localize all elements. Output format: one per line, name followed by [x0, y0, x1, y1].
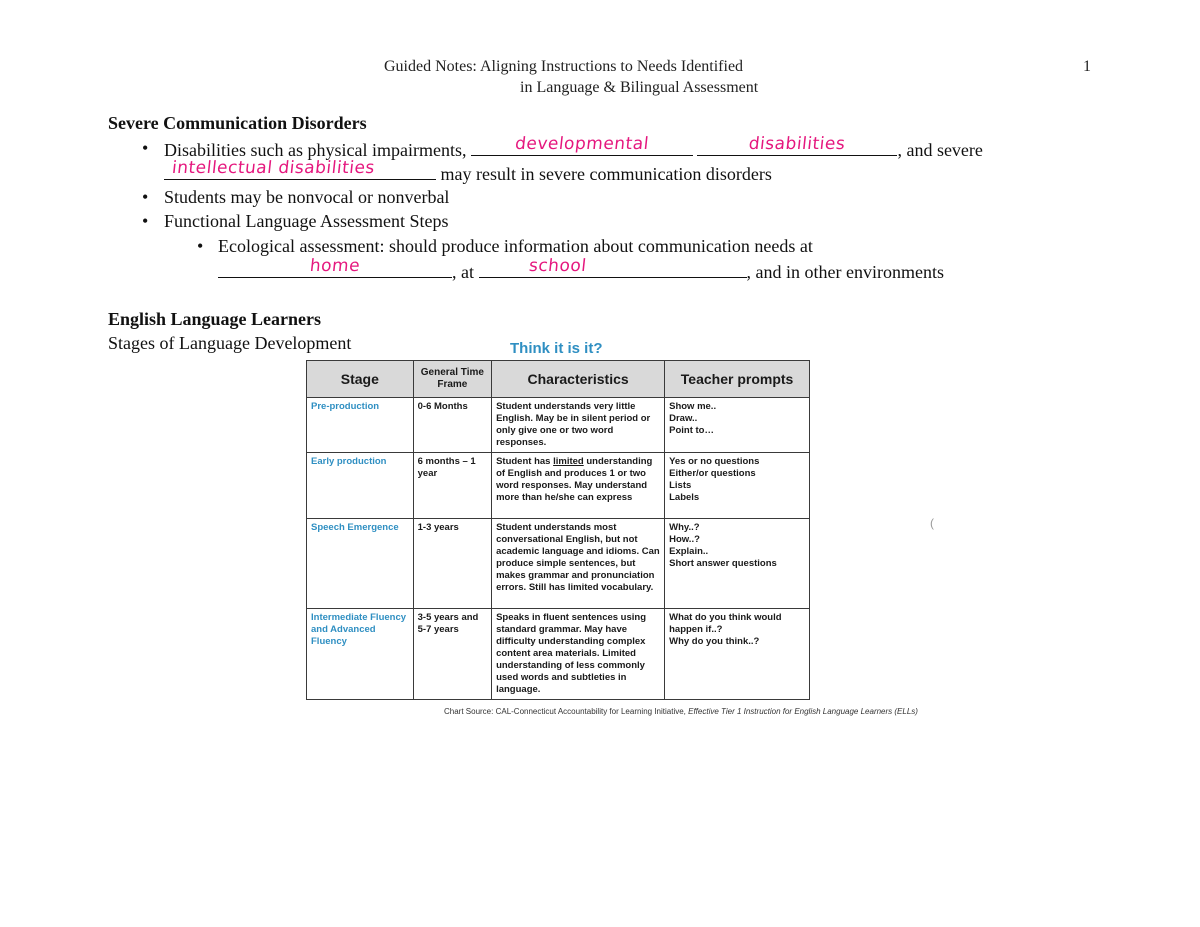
prompt-item: Point to…: [669, 425, 714, 436]
bullet-marker: •: [142, 211, 149, 231]
prompt-item: Why do you think..?: [669, 636, 760, 647]
prompts-cell: [665, 609, 810, 700]
stage-cell: Pre-production: [307, 398, 414, 453]
handwritten-answer: home: [308, 256, 362, 276]
time-frame-cell: 0-6 Months: [413, 398, 491, 453]
stages-table: [306, 360, 810, 700]
bullet-nonvocal: Students may be nonvocal or nonverbal: [164, 187, 450, 207]
sub-bullet-marker: •: [197, 236, 204, 256]
bullet-text: , at: [452, 262, 479, 282]
prompt-item: How..?: [669, 534, 700, 545]
section-heading-ell: English Language Learners: [108, 309, 322, 329]
bullet-text: Disabilities such as physical impairments,: [164, 140, 471, 160]
bullet-marker: •: [142, 187, 149, 207]
table-row: [307, 519, 810, 609]
column-header-time-frame: General Time Frame: [413, 361, 491, 398]
column-header-stage: Stage: [307, 361, 414, 398]
time-frame-cell: 6 months – 1 year: [413, 453, 491, 519]
stage-cell: Intermediate Fluency and Advanced Fluency: [307, 609, 414, 700]
fill-blank: [218, 256, 452, 278]
page-number: 1: [1083, 58, 1091, 75]
bullet-text: , and in other environments: [746, 262, 944, 282]
handwritten-answer: disabilities: [748, 134, 847, 154]
section-subheading-stages: Stages of Language Development: [108, 333, 352, 353]
bullet-text: may result in severe communication disorders: [436, 164, 772, 184]
header-title-line2: in Language & Bilingual Assessment: [520, 79, 759, 96]
handwritten-answer: school: [527, 256, 588, 276]
column-header-teacher-prompts: Teacher prompts: [665, 361, 810, 398]
column-header-characteristics: Characteristics: [492, 361, 665, 398]
fill-blank: [164, 158, 436, 180]
prompt-item: Why..?: [669, 522, 700, 533]
stage-cell: Early production: [307, 453, 414, 519]
prompt-item: Either/or questions: [669, 468, 756, 479]
chart-source-note: Chart Source: CAL-Connecticut Accountability for Learning Initiative, Effective Tier 1 Instruction for English Language Learners (ELLs): [444, 707, 918, 716]
prompt-item: Lists: [669, 480, 692, 491]
sub-bullet-ecological-line2: [218, 256, 944, 283]
section-heading-severe-communication: Severe Communication Disorders: [108, 113, 367, 133]
prompt-item: What do you think would happen if..?: [669, 612, 782, 635]
bullet-text: , and severe: [897, 140, 983, 160]
sub-bullet-ecological-line1: Ecological assessment: should produce information about communication needs at: [218, 236, 813, 256]
table-row: [307, 398, 810, 453]
bullet-marker: •: [142, 138, 149, 158]
stages-chart-image: [300, 340, 940, 722]
fill-blank: [471, 134, 693, 156]
characteristics-cell: Student has limited understanding of English and produces 1 or two word responses. May understand more than he/she can express: [492, 453, 665, 519]
time-frame-cell: 3-5 years and 5-7 years: [413, 609, 491, 700]
header-title-line1: Guided Notes: Aligning Instructions to Needs Identified: [384, 58, 744, 75]
time-frame-cell: 1-3 years: [413, 519, 491, 609]
prompts-cell: [665, 519, 810, 609]
prompt-item: Explain..: [669, 546, 709, 557]
characteristics-cell: Student understands very little English. May be in silent period or only give one or two word responses.: [492, 398, 665, 453]
characteristics-cell: Student understands most conversational English, but not academic language and idioms. Can produce simple sentences, but makes grammar and pronunciation errors. Still has limited vocabulary.: [492, 519, 665, 609]
prompts-cell: [665, 398, 810, 453]
prompt-item: Labels: [669, 492, 700, 503]
prompt-item: Draw..: [669, 413, 698, 424]
handwritten-answer: intellectual disabilities: [170, 158, 376, 178]
prompt-item: Show me..: [669, 401, 717, 412]
margin-mark: (: [930, 516, 934, 530]
fill-blank: [479, 256, 747, 278]
clipped-chart-title: Think it is it?: [510, 340, 603, 357]
stage-cell: Speech Emergence: [307, 519, 414, 609]
bullet-disabilities-line2: [164, 158, 772, 185]
prompt-item: Yes or no questions: [669, 456, 760, 467]
characteristics-cell: Speaks in fluent sentences using standard grammar. May have difficulty understanding complex content area materials. Limited understanding of less commonly used words and subtleties in language.: [492, 609, 665, 700]
handwritten-answer: developmental: [513, 134, 650, 154]
table-row: [307, 453, 810, 519]
bullet-functional-steps: Functional Language Assessment Steps: [164, 211, 449, 231]
fill-blank: [697, 134, 897, 156]
table-row: [307, 609, 810, 700]
prompt-item: Short answer questions: [669, 558, 777, 569]
prompts-cell: [665, 453, 810, 519]
table-header-row: [307, 361, 810, 398]
